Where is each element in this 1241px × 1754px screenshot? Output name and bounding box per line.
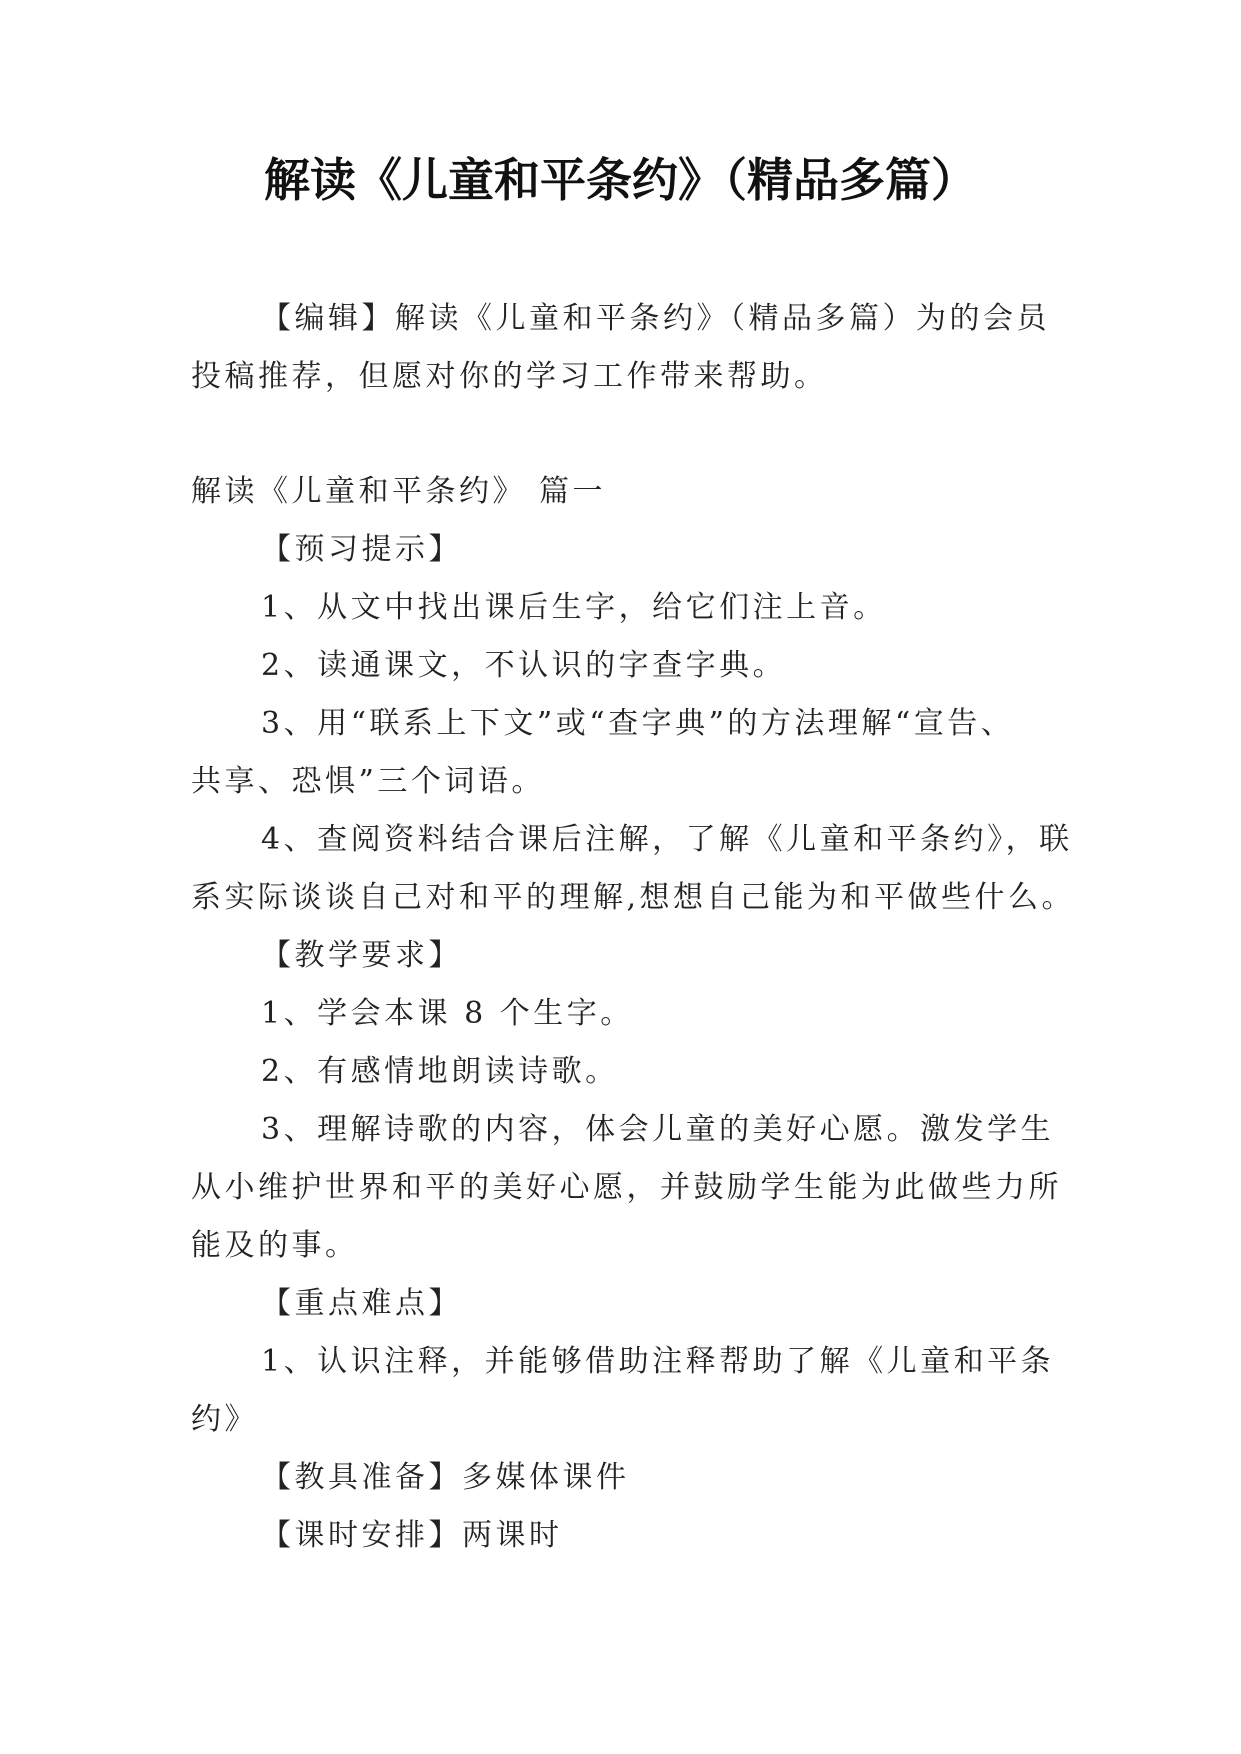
teaching-item-1: 1、学会本课 8 个生字。: [261, 996, 634, 1031]
intro-paragraph-line2: 投稿推荐，但愿对你的学习工作带来帮助。: [191, 359, 828, 394]
preview-item-4-line1: 4、查阅资料结合课后注解，了解《儿童和平条约》，联: [261, 822, 1073, 857]
preview-item-3-line1: 3、用“联系上下文”或“查字典”的方法理解“宣告、: [261, 706, 1015, 741]
section-heading: 解读《儿童和平条约》 篇一: [191, 474, 607, 509]
key-points-item-1-line2: 约》: [191, 1402, 258, 1437]
teaching-tools: 【教具准备】多媒体课件: [261, 1460, 630, 1495]
preview-item-3-line2: 共享、恐惧”三个词语。: [191, 764, 545, 799]
teaching-item-3-line3: 能及的事。: [191, 1228, 359, 1263]
teaching-heading: 【教学要求】: [261, 938, 462, 973]
preview-item-4-line2: 系实际谈谈自己对和平的理解,想想自己能为和平做些什么。: [191, 880, 1076, 915]
key-points-heading: 【重点难点】: [261, 1286, 462, 1321]
document-title: 解读《儿童和平条约》（精品多篇）: [264, 153, 977, 207]
class-schedule: 【课时安排】两课时: [261, 1518, 563, 1553]
teaching-item-3-line2: 从小维护世界和平的美好心愿，并鼓励学生能为此做些力所: [191, 1170, 1062, 1205]
intro-paragraph-line1: 【编辑】解读《儿童和平条约》（精品多篇）为的会员: [261, 301, 1050, 336]
preview-heading: 【预习提示】: [261, 532, 462, 567]
teaching-item-2: 2、有感情地朗读诗歌。: [261, 1054, 619, 1089]
key-points-item-1-line1: 1、认识注释，并能够借助注释帮助了解《儿童和平条: [261, 1344, 1055, 1379]
preview-item-2: 2、读通课文，不认识的字查字典。: [261, 648, 787, 683]
preview-item-1: 1、从文中找出课后生字，给它们注上音。: [261, 590, 887, 625]
document-body: [191, 290, 1076, 1565]
teaching-item-3-line1: 3、理解诗歌的内容，体会儿童的美好心愿。激发学生: [261, 1112, 1055, 1147]
